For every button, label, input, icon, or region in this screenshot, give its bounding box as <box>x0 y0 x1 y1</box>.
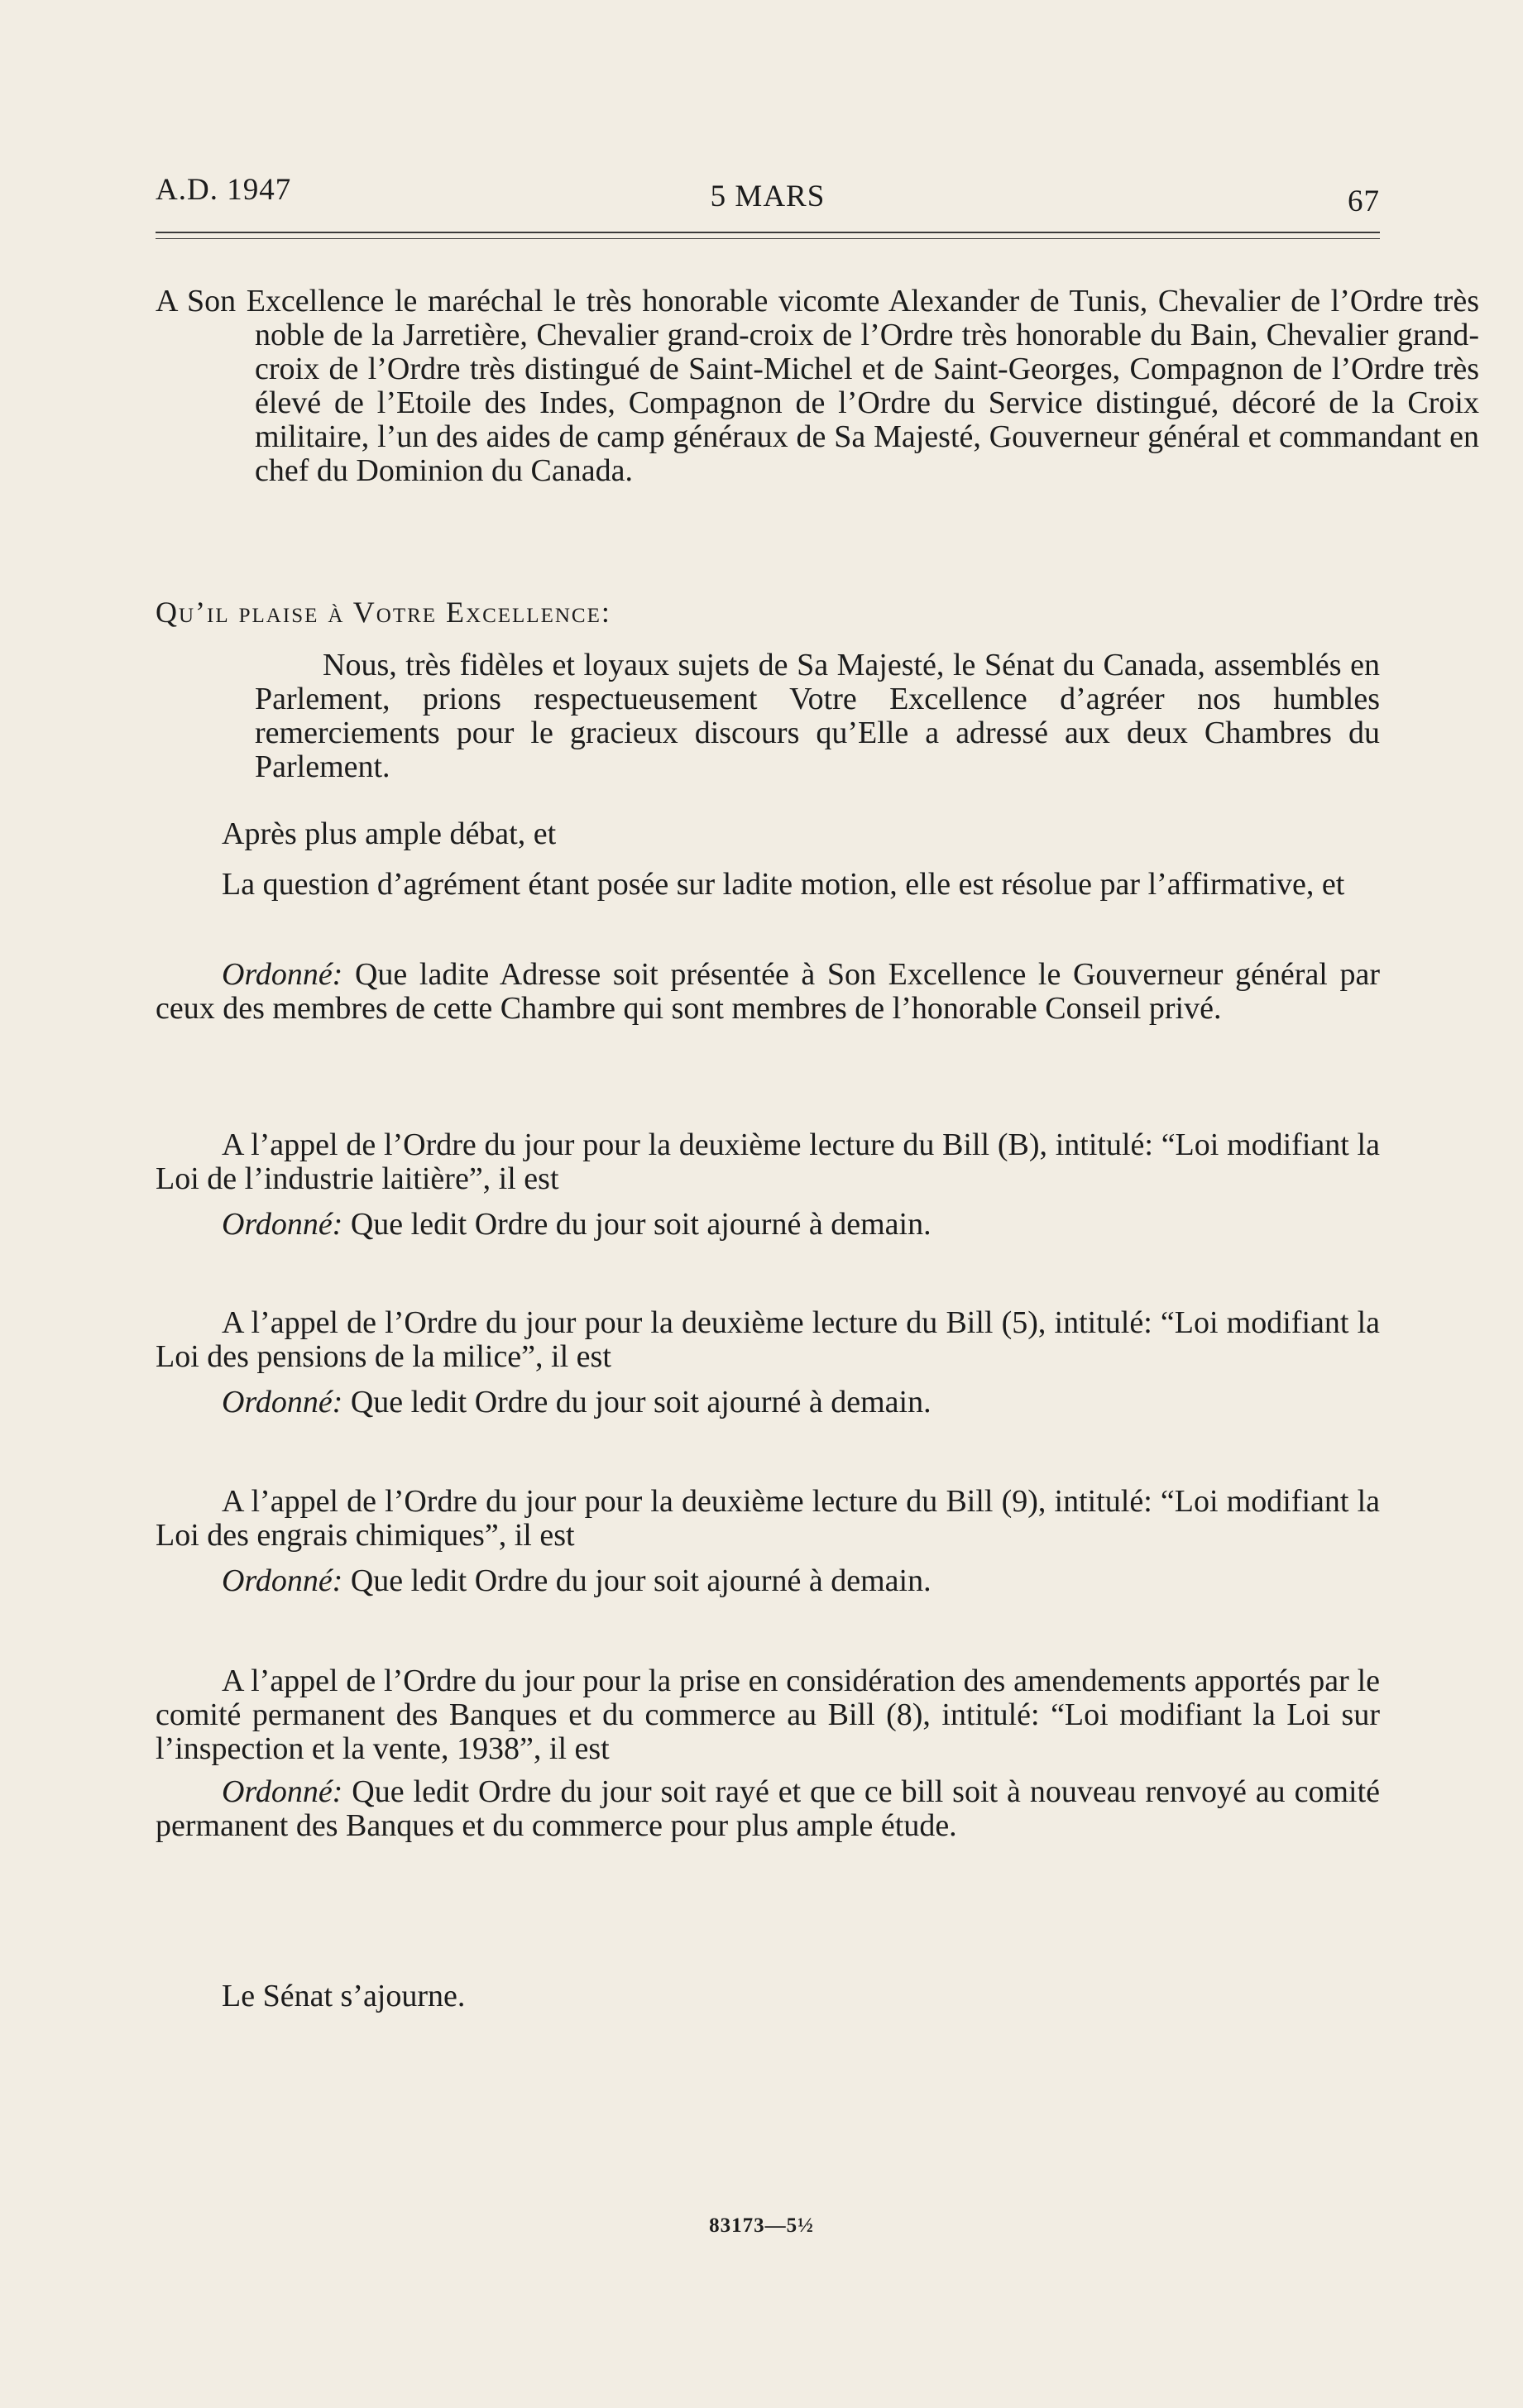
page-header <box>156 172 1380 222</box>
order-presentation-paragraph <box>156 958 1380 1026</box>
item-4-intro: A l’appel de l’Ordre du jour pour la prise en considération des amendements apportés par le comité permanent des Banques et du commerce au Bill (8), intitulé: “Loi modifiant la Loi sur l’inspection et la vente, 1938”, il est <box>156 1664 1380 1766</box>
header-year: A.D. 1947 <box>156 173 292 207</box>
item-3-order: Ordonné: Que ledit Ordre du jour soit ajourné à demain. <box>222 1563 932 1598</box>
debate-line: Après plus ample débat, et <box>222 816 557 851</box>
item-1-order: Ordonné: Que ledit Ordre du jour soit ajourné à demain. <box>222 1207 932 1242</box>
header-date: 5 MARS <box>710 180 826 213</box>
petition-paragraph: Nous, très fidèles et loyaux sujets de Sa Majesté, le Sénat du Canada, assemblés en Parlement, prions respectueusement Votre Excellence d’agréer nos humbles remerciements pour le gracieux discours qu’Elle a adressé aux deux Chambres du Parlement. <box>255 648 1380 784</box>
address-paragraph: A Son Excellence le maréchal le très honorable vicomte Alexander de Tunis, Chevalier de l’Ordre très noble de la Jarretière, Chevalier grand-croix de l’Ordre très honorable du Bain, Chevalier grand-croix de l’Ordre très distingué de Saint-Michel et de Saint-Georges, Compagnon de l’Ordre très élevé de l’Etoile des Indes, Compagnon de l’Ordre du Service distingué, décoré de la Croix militaire, l’un des aides de camp généraux de Sa Majesté, Gouverneur général et commandant en chef du Dominion du Canada. <box>156 284 1479 488</box>
adjourn-line: Le Sénat s’ajourne. <box>222 1979 466 2013</box>
page-number: 67 <box>1348 184 1380 218</box>
item-3-intro: A l’appel de l’Ordre du jour pour la deuxième lecture du Bill (9), intitulé: “Loi modifiant la Loi des engrais chimiques”, il est <box>156 1484 1380 1553</box>
ordered-label: Ordonné: <box>222 1385 343 1419</box>
address-heading: Qu’il plaise à Votre Excellence: <box>156 596 611 629</box>
item-1-intro: A l’appel de l’Ordre du jour pour la deuxième lecture du Bill (B), intitulé: “Loi modifiant la Loi de l’industrie laitière”, il est <box>156 1127 1380 1196</box>
ordered-label: Ordonné: <box>222 1563 343 1598</box>
ordered-label: Ordonné: <box>222 1774 343 1809</box>
item-4-order: Ordonné: Que ledit Ordre du jour soit rayé et que ce bill soit à nouveau renvoyé au comité permanent des Banques et du commerce pour plus ample étude. <box>156 1774 1381 1843</box>
order-presentation-text: Que ladite Adresse soit présentée à Son Excellence le Gouverneur général par ceux des membres de cette Chambre qui sont membres de l’honorable Conseil privé. <box>156 957 1381 1026</box>
page-footer-code: 83173—5½ <box>709 2214 814 2237</box>
ordered-label: Ordonné: <box>222 957 343 992</box>
item-2-intro: A l’appel de l’Ordre du jour pour la deuxième lecture du Bill (5), intitulé: “Loi modifiant la Loi des pensions de la milice”, il est <box>156 1305 1380 1374</box>
item-2-order: Ordonné: Que ledit Ordre du jour soit ajourné à demain. <box>222 1385 932 1419</box>
question-paragraph: La question d’agrément étant posée sur ladite motion, elle est résolue par l’affirmative, et <box>222 867 1345 902</box>
header-rule <box>156 232 1380 233</box>
header-rule-thin <box>156 238 1380 239</box>
ordered-label: Ordonné: <box>222 1207 343 1242</box>
